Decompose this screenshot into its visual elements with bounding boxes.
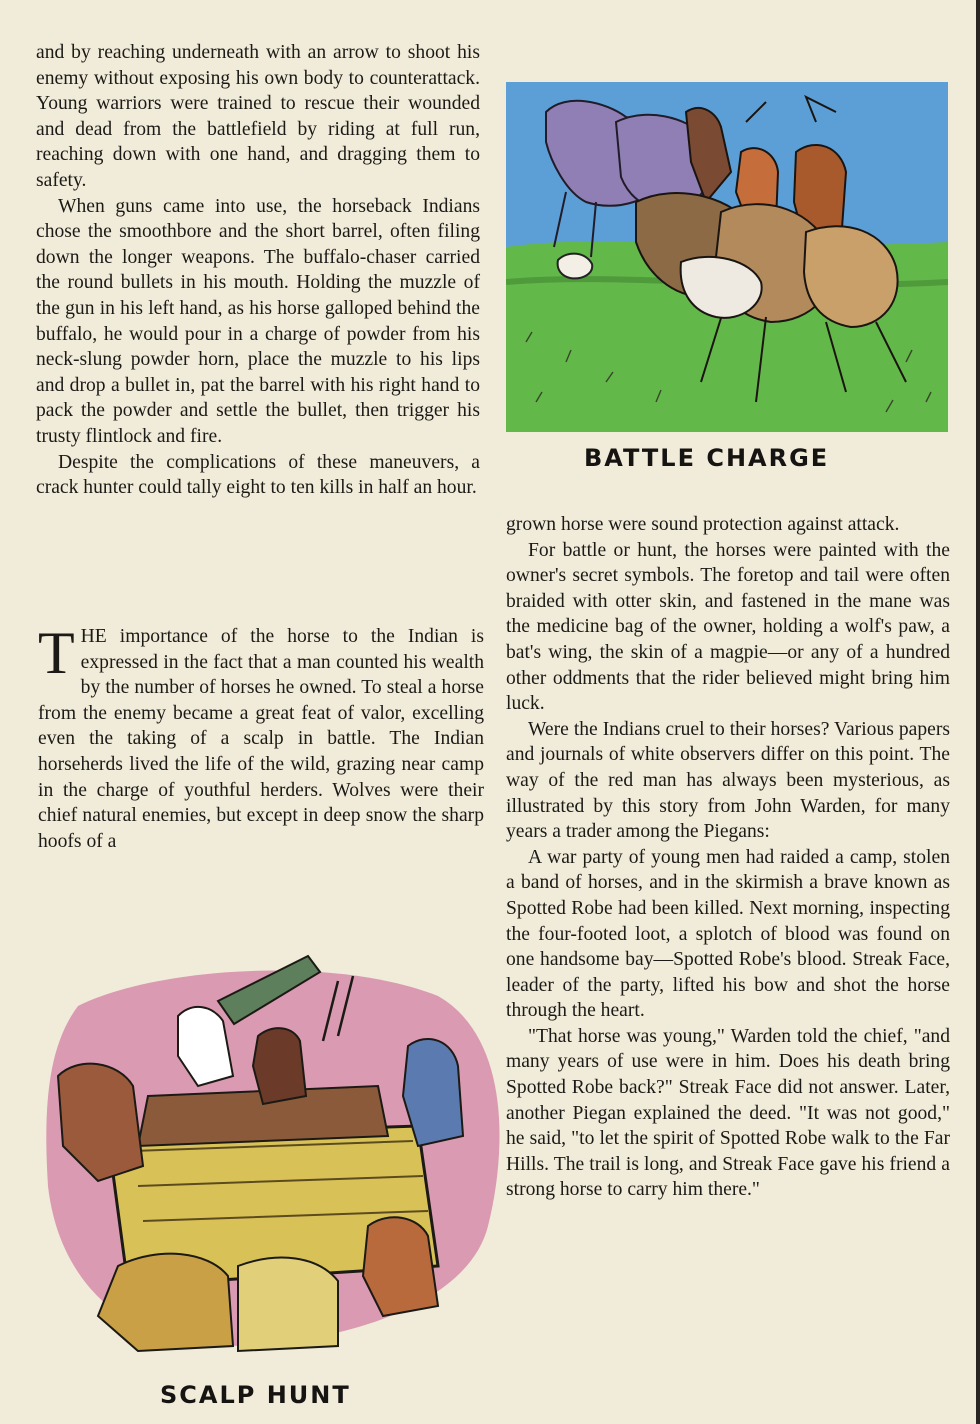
page-edge — [976, 0, 980, 1424]
paragraph-dropcap — [38, 620, 484, 854]
left-column-mid — [38, 620, 484, 854]
scalp-hunt-caption: SCALP HUNT — [160, 1381, 351, 1409]
paragraph: Were the Indians cruel to their horses? Various papers and journals of white observers differ on this point. The way of the red man has always been mysterious, as illustrated by this story from John Warden, for many years a trader among the Piegans: — [506, 718, 950, 843]
dropcap-paragraph-text: HE importance of the horse to the Indian is expressed in the fact that a man counted his wealth by the number of horses he owned. To steal a horse from the enemy became a great feat of valor, excelling even the taking of a scalp in battle. The Indian horseherds lived the life of the wild, grazing near camp in the charge of youthful herders. Wolves were their chief natural enemies, but except in deep snow the sharp hoofs of a — [38, 626, 484, 852]
paragraph: When guns came into use, the horseback Indians chose the smoothbore and the short barrel, often filing down the longer weapons. The buffalo-chaser carried the round bullets in his mouth. Holding the muzzle of the gun in his left hand, as his horse galloped behind the buffalo, he would pour in a charge of powder from his neck-slung powder horn, place the muzzle to his lips and drop a bullet in, pat the barrel with his right hand to pack the powder and settle the bullet, then trigger his trusty flintlock and fire. — [36, 195, 480, 447]
paragraph: and by reaching underneath with an arrow to shoot his enemy without exposing his own body to counterattack. Young warriors were trained to rescue their wounded and dead from the battlefield by riding at full run, reaching down with one hand, and dragging them to safety. — [36, 42, 480, 191]
paragraph: For battle or hunt, the horses were painted with the owner's secret symbols. The foretop and tail were often braided with otter skin, and fastened in the mane was the medicine bag of the owner, holding a wolf's paw, a bat's wing, the skin of a magpie—or any of a hundred other oddments that the rider believed might bring him luck. — [506, 539, 950, 715]
left-column-top — [36, 40, 480, 501]
paragraph: A war party of young men had raided a camp, stolen a band of horses, and in the skirmish a brave known as Spotted Robe had been killed. Next morning, inspecting the four-footed loot, a splotch of blood was found on one handsome bay—Spotted Robe's blood. Streak Face, leader of the party, lifted his bow and shot the horse through the heart. — [506, 846, 950, 1022]
battle-charge-illustration — [506, 82, 948, 432]
paragraph: grown horse were sound protection against attack. — [506, 514, 900, 535]
skull — [558, 254, 593, 279]
scalp-hunt-illustration — [38, 946, 510, 1366]
right-column — [506, 512, 950, 1203]
paragraph: "That horse was young," Warden told the chief, "and many years of use were in him. Does his death bring Spotted Robe back?" Streak Face did not answer. Later, another Piegan explained the deed. "It was not good," he said, "to let the spirit of Spotted Robe walk to the Far Hills. The trail is long, and Streak Face gave his friend a strong horse to carry him there." — [506, 1025, 950, 1201]
paragraph: Despite the complications of these maneuvers, a crack hunter could tally eight to ten kills in half an hour. — [36, 451, 480, 499]
drop-cap: T — [38, 620, 75, 686]
battle-charge-caption: BATTLE CHARGE — [584, 444, 830, 472]
